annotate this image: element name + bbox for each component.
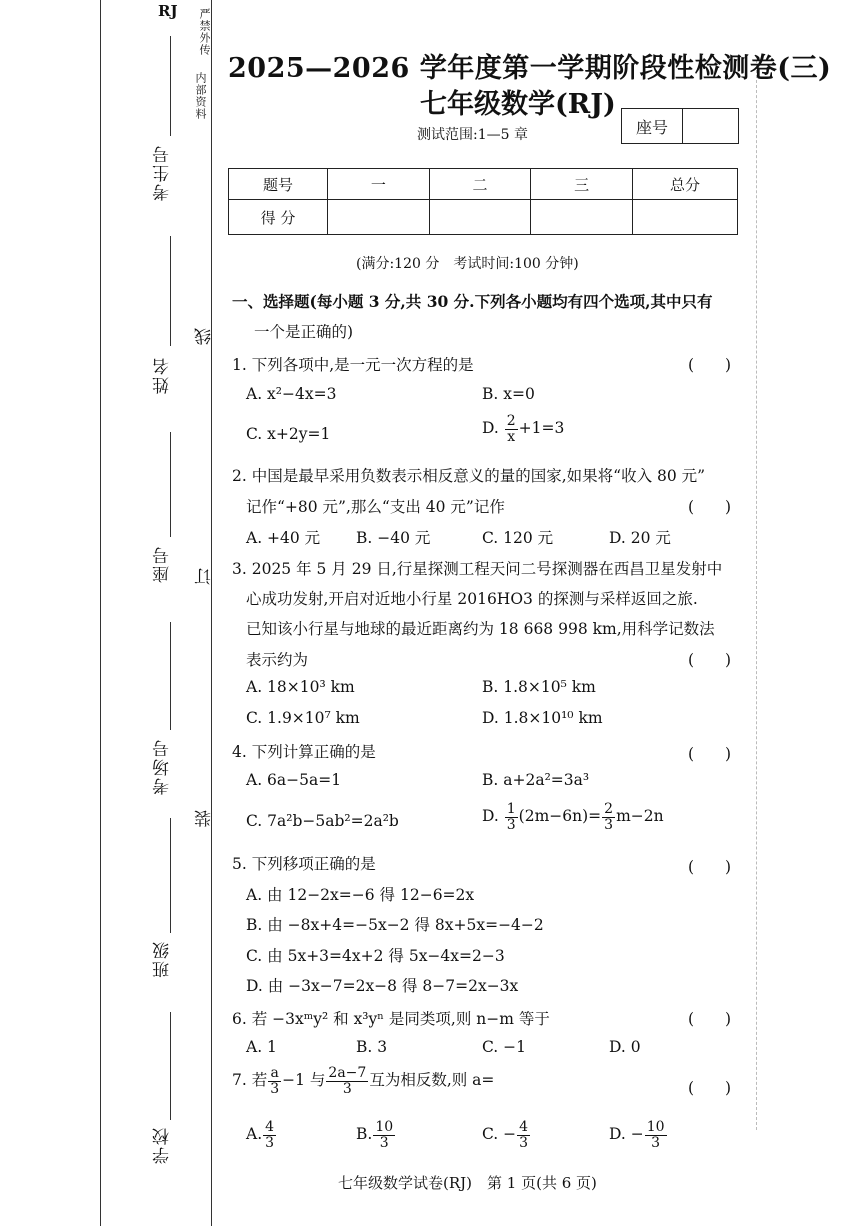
q5-option-c: C. 由 5x+3=4x+2 得 5x−4x=2−3: [246, 947, 505, 965]
q1-option-b: B. x=0: [482, 385, 535, 403]
q3-line1: 3. 2025 年 5 月 29 日,行星探测工程天问二号探测器在西昌卫星发射中: [232, 560, 723, 578]
numerator: 4: [519, 1119, 529, 1135]
field-line: [170, 622, 171, 730]
numerator: 10: [646, 1119, 665, 1135]
answer-paren: ( ): [688, 651, 732, 669]
q7-b-label: B.: [356, 1125, 373, 1144]
answer-paren: ( ): [688, 356, 732, 374]
fraction: [268, 1066, 281, 1096]
seat-label: 座号: [622, 109, 683, 143]
field-line: [170, 236, 171, 346]
page-footer: 七年级数学试卷(RJ) 第 1 页(共 6 页): [338, 1174, 597, 1192]
internal-note: 内部资料: [194, 72, 207, 120]
score-cell[interactable]: [429, 200, 531, 235]
exam-subtitle: 七年级数学(RJ): [420, 89, 616, 120]
fraction: [263, 1120, 276, 1150]
field-line: [170, 432, 171, 537]
seat-input[interactable]: [683, 109, 738, 143]
q6-option-d: D. 0: [609, 1038, 641, 1056]
answer-paren: ( ): [688, 1010, 732, 1028]
field-school: 学校: [153, 1126, 173, 1164]
score-row-label: 得 分: [229, 200, 328, 235]
q1-d-rest: +1=3: [518, 419, 565, 438]
q2-option-d: D. 20 元: [609, 529, 671, 547]
q2-option-b: B. −40 元: [356, 529, 431, 547]
field-line: [170, 1012, 171, 1120]
q7-pre: 7. 若: [232, 1071, 268, 1090]
q6-option-b: B. 3: [356, 1038, 388, 1056]
margin-line: [100, 0, 101, 1226]
q2-line2: 记作“+80 元”,那么“支出 40 元”记作: [246, 498, 505, 516]
q2-option-a: A. +40 元: [246, 529, 321, 547]
q3-line3: 已知该小行星与地球的最近距离约为 18 668 998 km,用科学记数法: [246, 620, 715, 638]
denominator: 3: [265, 1134, 275, 1151]
q4-stem: 4. 下列计算正确的是: [232, 743, 376, 761]
field-line: [170, 818, 171, 933]
q7-option-d: [609, 1120, 668, 1150]
q7-option-b: [356, 1120, 396, 1150]
section-heading-cont: 一个是正确的): [254, 323, 354, 341]
right-guide: [756, 60, 757, 1130]
answer-paren: ( ): [688, 745, 732, 763]
q7-stem: [232, 1066, 494, 1096]
fraction: [505, 414, 518, 444]
score-header: 题号: [229, 169, 328, 200]
numerator: 4: [265, 1119, 275, 1135]
answer-paren: ( ): [688, 498, 732, 516]
cut-mark-bind: 装: [195, 808, 215, 827]
q6-option-a: A. 1: [246, 1038, 277, 1056]
section-heading: 一、选择题(每小题 3 分,共 30 分.下列各小题均有四个选项,其中只有: [232, 292, 713, 311]
fraction: [517, 1120, 530, 1150]
denominator: 3: [519, 1134, 529, 1151]
score-cell[interactable]: [531, 200, 633, 235]
exam-info: (满分:120 分 考试时间:100 分钟): [356, 256, 579, 272]
q1-option-a: A. x²−4x=3: [246, 385, 337, 403]
q7-post: 互为相反数,则 a=: [369, 1071, 495, 1090]
q1-option-c: C. x+2y=1: [246, 425, 331, 443]
score-header: 总分: [633, 169, 738, 200]
score-table: [228, 168, 738, 235]
fraction: [373, 1120, 395, 1150]
q4-option-d: [482, 802, 664, 832]
answer-paren: ( ): [688, 1079, 732, 1097]
numerator: 10: [375, 1119, 394, 1135]
q2-option-c: C. 120 元: [482, 529, 554, 547]
field-name: 姓名: [153, 356, 173, 394]
denominator: 3: [270, 1080, 280, 1097]
q7-mid: −1 与: [282, 1071, 326, 1090]
numerator: a: [268, 1066, 281, 1082]
q5-option-a: A. 由 12−2x=−6 得 12−6=2x: [246, 886, 475, 904]
q3-line4: 表示约为: [246, 651, 309, 669]
numerator: 1: [506, 801, 516, 817]
q5-stem: 5. 下列移项正确的是: [232, 855, 376, 873]
confidential-note: 严禁外传: [198, 8, 211, 56]
q4-d-mid: (2m−6n)=: [518, 807, 602, 826]
q3-option-b: B. 1.8×10⁵ km: [482, 678, 596, 696]
q5-option-d: D. 由 −3x−7=2x−8 得 8−7=2x−3x: [246, 977, 519, 995]
q4-option-c: C. 7a²b−5ab²=2a²b: [246, 812, 399, 830]
fraction: [326, 1066, 368, 1096]
q1-stem: 1. 下列各项中,是一元一次方程的是: [232, 356, 474, 374]
score-cell[interactable]: [633, 200, 738, 235]
q7-option-c: [482, 1120, 531, 1150]
score-header: 一: [328, 169, 430, 200]
corner-label: RJ: [158, 2, 178, 20]
field-candidate-number: 考生号: [153, 144, 173, 201]
denominator: 3: [379, 1134, 389, 1151]
test-range: 测试范围:1—5 章: [417, 127, 528, 143]
q7-a-label: A.: [246, 1125, 263, 1144]
q7-d-label: D. −: [609, 1125, 644, 1144]
numerator: 2: [604, 801, 614, 817]
q3-option-d: D. 1.8×10¹⁰ km: [482, 709, 603, 727]
q4-d-label: D.: [482, 807, 499, 826]
field-line: [170, 36, 171, 136]
fraction: [505, 802, 518, 832]
q5-option-b: B. 由 −8x+4=−5x−2 得 8x+5x=−4−2: [246, 916, 544, 934]
q6-stem: 6. 若 −3xᵐy² 和 x³yⁿ 是同类项,则 n−m 等于: [232, 1010, 550, 1028]
q6-option-c: C. −1: [482, 1038, 527, 1056]
denominator: 3: [651, 1134, 661, 1151]
q3-line2: 心成功发射,开启对近地小行星 2016HO3 的探测与采样返回之旅.: [246, 590, 698, 608]
field-seat: 座号: [153, 545, 173, 583]
denominator: 3: [604, 816, 614, 833]
q1-option-d: [482, 414, 564, 444]
seat-box: [621, 108, 739, 144]
q4-d-rest: m−2n: [616, 807, 664, 826]
q7-option-a: [246, 1120, 277, 1150]
exam-title: 2025—2026 学年度第一学期阶段性检测卷(三): [228, 53, 832, 84]
answer-paren: ( ): [688, 858, 732, 876]
numerator: 2: [506, 413, 516, 429]
q1-d-label: D.: [482, 419, 499, 438]
q3-option-c: C. 1.9×10⁷ km: [246, 709, 360, 727]
score-header: 二: [429, 169, 531, 200]
field-room: 考场号: [153, 738, 173, 795]
fraction: [602, 802, 615, 832]
numerator: 2a−7: [328, 1065, 367, 1081]
q4-option-b: B. a+2a²=3a³: [482, 771, 590, 789]
denominator: 3: [506, 816, 516, 833]
denominator: 3: [342, 1080, 352, 1097]
score-header: 三: [531, 169, 633, 200]
q3-option-a: A. 18×10³ km: [246, 678, 355, 696]
q2-line1: 2. 中国是最早采用负数表示相反意义的量的国家,如果将“收入 80 元”: [232, 467, 706, 485]
cut-mark-line: 线: [195, 326, 215, 345]
q4-option-a: A. 6a−5a=1: [246, 771, 342, 789]
fraction: [645, 1120, 667, 1150]
binding-line: [211, 0, 212, 1226]
field-class: 班级: [153, 940, 173, 978]
score-cell[interactable]: [328, 200, 430, 235]
q7-c-label: C. −: [482, 1125, 517, 1144]
cut-mark-order: 订: [195, 566, 215, 585]
denominator: x: [507, 428, 516, 445]
